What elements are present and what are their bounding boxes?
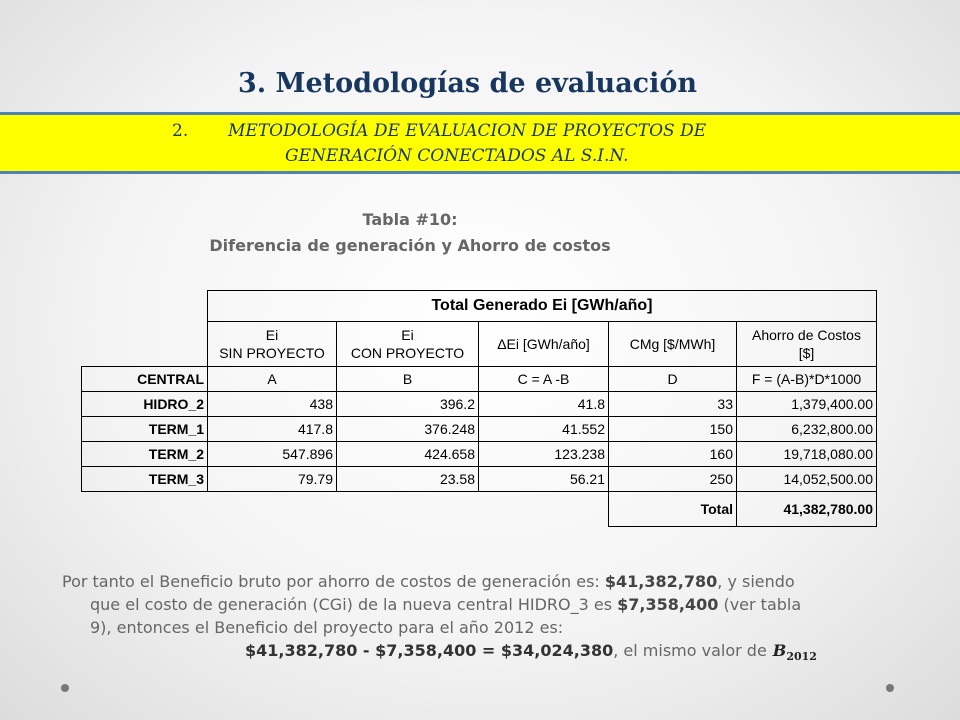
table-cell: 424.658 [337,442,479,467]
table-cell: TERM_3 [82,467,208,492]
benefit-symbol: $B_{2012}$ [772,641,817,664]
generation-cost-value: $7,358,400 [617,595,719,614]
table-cell: TERM_2 [82,442,208,467]
table-cell: 41.552 [479,417,609,442]
table-caption-title: Diferencia de generación y Ahorro de costos [209,236,611,255]
table-cell: 23.58 [337,467,479,492]
table-row [82,467,877,492]
table-cell: TERM_1 [82,417,208,442]
table-cell: 14,052,500.00 [737,467,877,492]
table-cell: 1,379,400.00 [737,392,877,417]
slide-dot-right [886,684,894,692]
table-cell: 396.2 [337,392,479,417]
formula-row [82,367,877,392]
table-cell: HIDRO_2 [82,392,208,417]
savings-table [81,290,877,527]
header-ahorro: Ahorro de Costos [$] [737,322,877,367]
table-row [82,417,877,442]
table-cell: 79.79 [208,467,337,492]
table-cell: 56.21 [479,467,609,492]
section-banner [0,112,960,174]
header-con-proyecto: Ei CON PROYECTO [337,322,479,367]
gross-benefit-value: $41,382,780 [604,572,718,591]
table-cell: 150 [609,417,737,442]
header-cmg: CMg [$/MWh] [609,322,737,367]
conclusion-paragraph: Por tanto el Beneficio bruto por ahorro de costos de generación es: $41,382,780, y siendo que el costo de generación (CGi) de la nueva central HIDRO_3 es $7,358,400 (ver tabla 9), entonces el Beneficio del proyecto para el año 2012 es: $41,382,780 - $7,358,400 = $34,024,380, el mismo valor de $B_{2012}$ [62,570,907,668]
total-label: Total [609,492,737,527]
slide-dot-left [61,684,69,692]
table-cell: 41.8 [479,392,609,417]
slide-title: 3. Metodologías de evaluación [237,68,698,99]
table-cell: CENTRAL [82,367,208,392]
table-cell: 123.238 [479,442,609,467]
table-cell: F = (A-B)*D*1000 [737,367,877,392]
total-value: 41,382,780.00 [737,492,877,527]
table-cell: 6,232,800.00 [737,417,877,442]
total-row [82,492,877,527]
table-cell: B [337,367,479,392]
table-cell: 160 [609,442,737,467]
header-sin-proyecto: Ei SIN PROYECTO [208,322,337,367]
table-cell: 438 [208,392,337,417]
benefit-equation: $41,382,780 - $7,358,400 = $34,024,380, el mismo valor de $B_{2012}$ [245,641,817,664]
table-cell: 417.8 [208,417,337,442]
table-cell: 33 [609,392,737,417]
group-header: Total Generado Ei [GWh/año] [208,291,877,322]
section-number: 2. [172,121,189,141]
table-cell: 250 [609,467,737,492]
table-caption-number: Tabla #10: [362,210,458,229]
section-title-line1: METODOLOGÍA DE EVALUACION DE PROYECTOS DE [228,121,707,141]
table-cell: 19,718,080.00 [737,442,877,467]
table-row [82,442,877,467]
table-cell: 547.896 [208,442,337,467]
header-delta-ei: ΔEi [GWh/año] [479,322,609,367]
table-row [82,392,877,417]
table-cell: C = A -B [479,367,609,392]
table-cell: A [208,367,337,392]
table-cell: D [609,367,737,392]
section-title-line2: GENERACIÓN CONECTADOS AL S.I.N. [285,146,629,166]
table-cell: 376.248 [337,417,479,442]
